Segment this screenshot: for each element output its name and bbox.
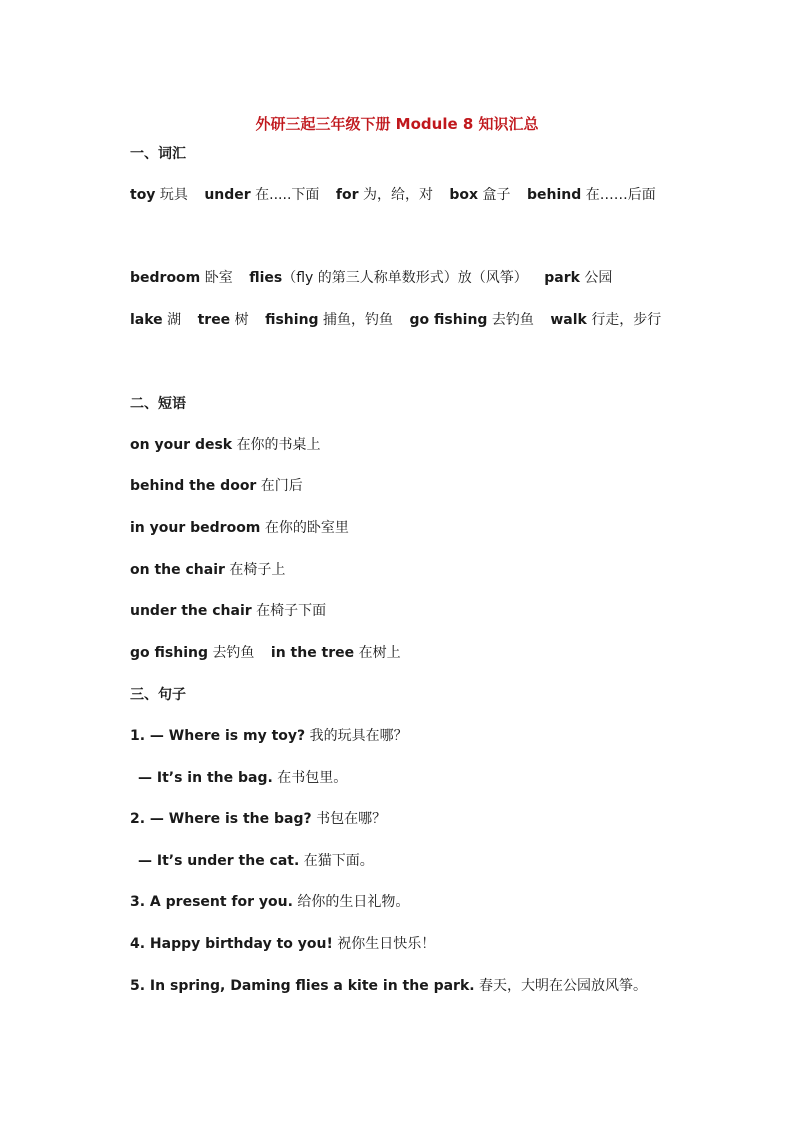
- sentence-heading: 三、句子: [130, 687, 186, 703]
- vocab-en: for: [335, 187, 359, 203]
- phrase-zh: 在椅子下面: [256, 603, 327, 619]
- vocab-en: flies: [249, 270, 283, 286]
- phrase-en: go fishing: [130, 645, 208, 661]
- phrase-zh: 在椅子上: [229, 562, 286, 578]
- sentence-item: [130, 810, 386, 828]
- phrase-en: on the chair: [130, 562, 225, 578]
- vocab-heading: 一、词汇: [130, 146, 186, 162]
- sentence-en: 2. — Where is the bag?: [130, 811, 312, 827]
- vocab-zh: 卧室: [204, 270, 233, 286]
- sentence-zh: 春天，大明在公园放风筝。: [479, 978, 648, 994]
- phrase-item: [130, 602, 326, 620]
- vocab-line-2: [130, 269, 612, 287]
- sentence-en: — It’s under the cat.: [138, 853, 300, 869]
- vocab-zh: 为，给，对: [362, 187, 433, 203]
- vocab-zh: 行走，步行: [591, 312, 662, 328]
- phrase-item: [130, 519, 349, 537]
- vocab-zh: 捕鱼，钓鱼: [323, 312, 394, 328]
- vocab-zh: 湖: [167, 312, 182, 328]
- phrase-item: [130, 561, 285, 579]
- phrase-en: behind the door: [130, 478, 257, 494]
- sentence-item: [130, 893, 409, 911]
- sentence-item: [130, 769, 347, 787]
- vocab-en: toy: [130, 187, 156, 203]
- vocab-en: fishing: [265, 312, 319, 328]
- vocab-zh: 树: [234, 312, 249, 328]
- phrase-en: on your desk: [130, 437, 233, 453]
- sentence-zh: 祝你生日快乐！: [337, 936, 436, 952]
- vocab-en: park: [544, 270, 580, 286]
- vocab-zh: 盒子: [482, 187, 511, 203]
- vocab-line-3: [130, 311, 661, 329]
- sentence-zh: 在猫下面。: [303, 853, 374, 869]
- vocab-en: lake: [130, 312, 163, 328]
- vocab-en: under: [204, 187, 251, 203]
- phrase-zh: 去钓鱼: [212, 645, 255, 661]
- phrase-en: in the tree: [270, 645, 355, 661]
- sentence-zh: 书包在哪？: [316, 811, 387, 827]
- sentence-en: — It’s in the bag.: [138, 770, 273, 786]
- phrase-zh: 在门后: [260, 478, 303, 494]
- vocab-line-1: [130, 186, 656, 204]
- vocab-en: box: [449, 187, 479, 203]
- sentence-en: 3. A present for you.: [130, 894, 293, 910]
- sentence-zh: 我的玩具在哪？: [309, 728, 408, 744]
- vocab-en: bedroom: [130, 270, 201, 286]
- sentence-en: 5. In spring, Daming flies a kite in the park.: [130, 978, 475, 994]
- sentence-item: [130, 852, 374, 870]
- sentence-zh: 在书包里。: [277, 770, 348, 786]
- phrase-en: in your bedroom: [130, 520, 261, 536]
- phrase-zh: 在你的书桌上: [236, 437, 321, 453]
- phrase-item: [130, 644, 401, 662]
- phrase-item: [130, 436, 321, 454]
- phrase-item: [130, 477, 303, 495]
- vocab-en: walk: [550, 312, 587, 328]
- vocab-zh: 公园: [584, 270, 613, 286]
- sentence-en: 1. — Where is my toy?: [130, 728, 306, 744]
- phrase-en: under the chair: [130, 603, 252, 619]
- vocab-zh: 玩具: [159, 187, 188, 203]
- vocab-en: go fishing: [409, 312, 488, 328]
- sentence-item: [130, 727, 408, 745]
- vocab-en: behind: [526, 187, 582, 203]
- sentence-item: [130, 935, 435, 953]
- sentence-en: 4. Happy birthday to you!: [130, 936, 333, 952]
- phrase-heading: 二、短语: [130, 396, 186, 412]
- sentence-item: [130, 977, 647, 995]
- vocab-zh: 在……后面: [585, 187, 656, 203]
- phrase-zh: 在树上: [358, 645, 401, 661]
- vocab-zh: 在.....下面: [255, 187, 320, 203]
- vocab-zh: 去钓鱼: [491, 312, 534, 328]
- document-title: 外研三起三年级下册 Module 8 知识汇总: [255, 115, 539, 133]
- sentence-zh: 给你的生日礼物。: [297, 894, 410, 910]
- phrase-zh: 在你的卧室里: [264, 520, 349, 536]
- vocab-zh: （fly 的第三人称单数形式）放（风筝）: [282, 270, 528, 286]
- vocab-en: tree: [197, 312, 231, 328]
